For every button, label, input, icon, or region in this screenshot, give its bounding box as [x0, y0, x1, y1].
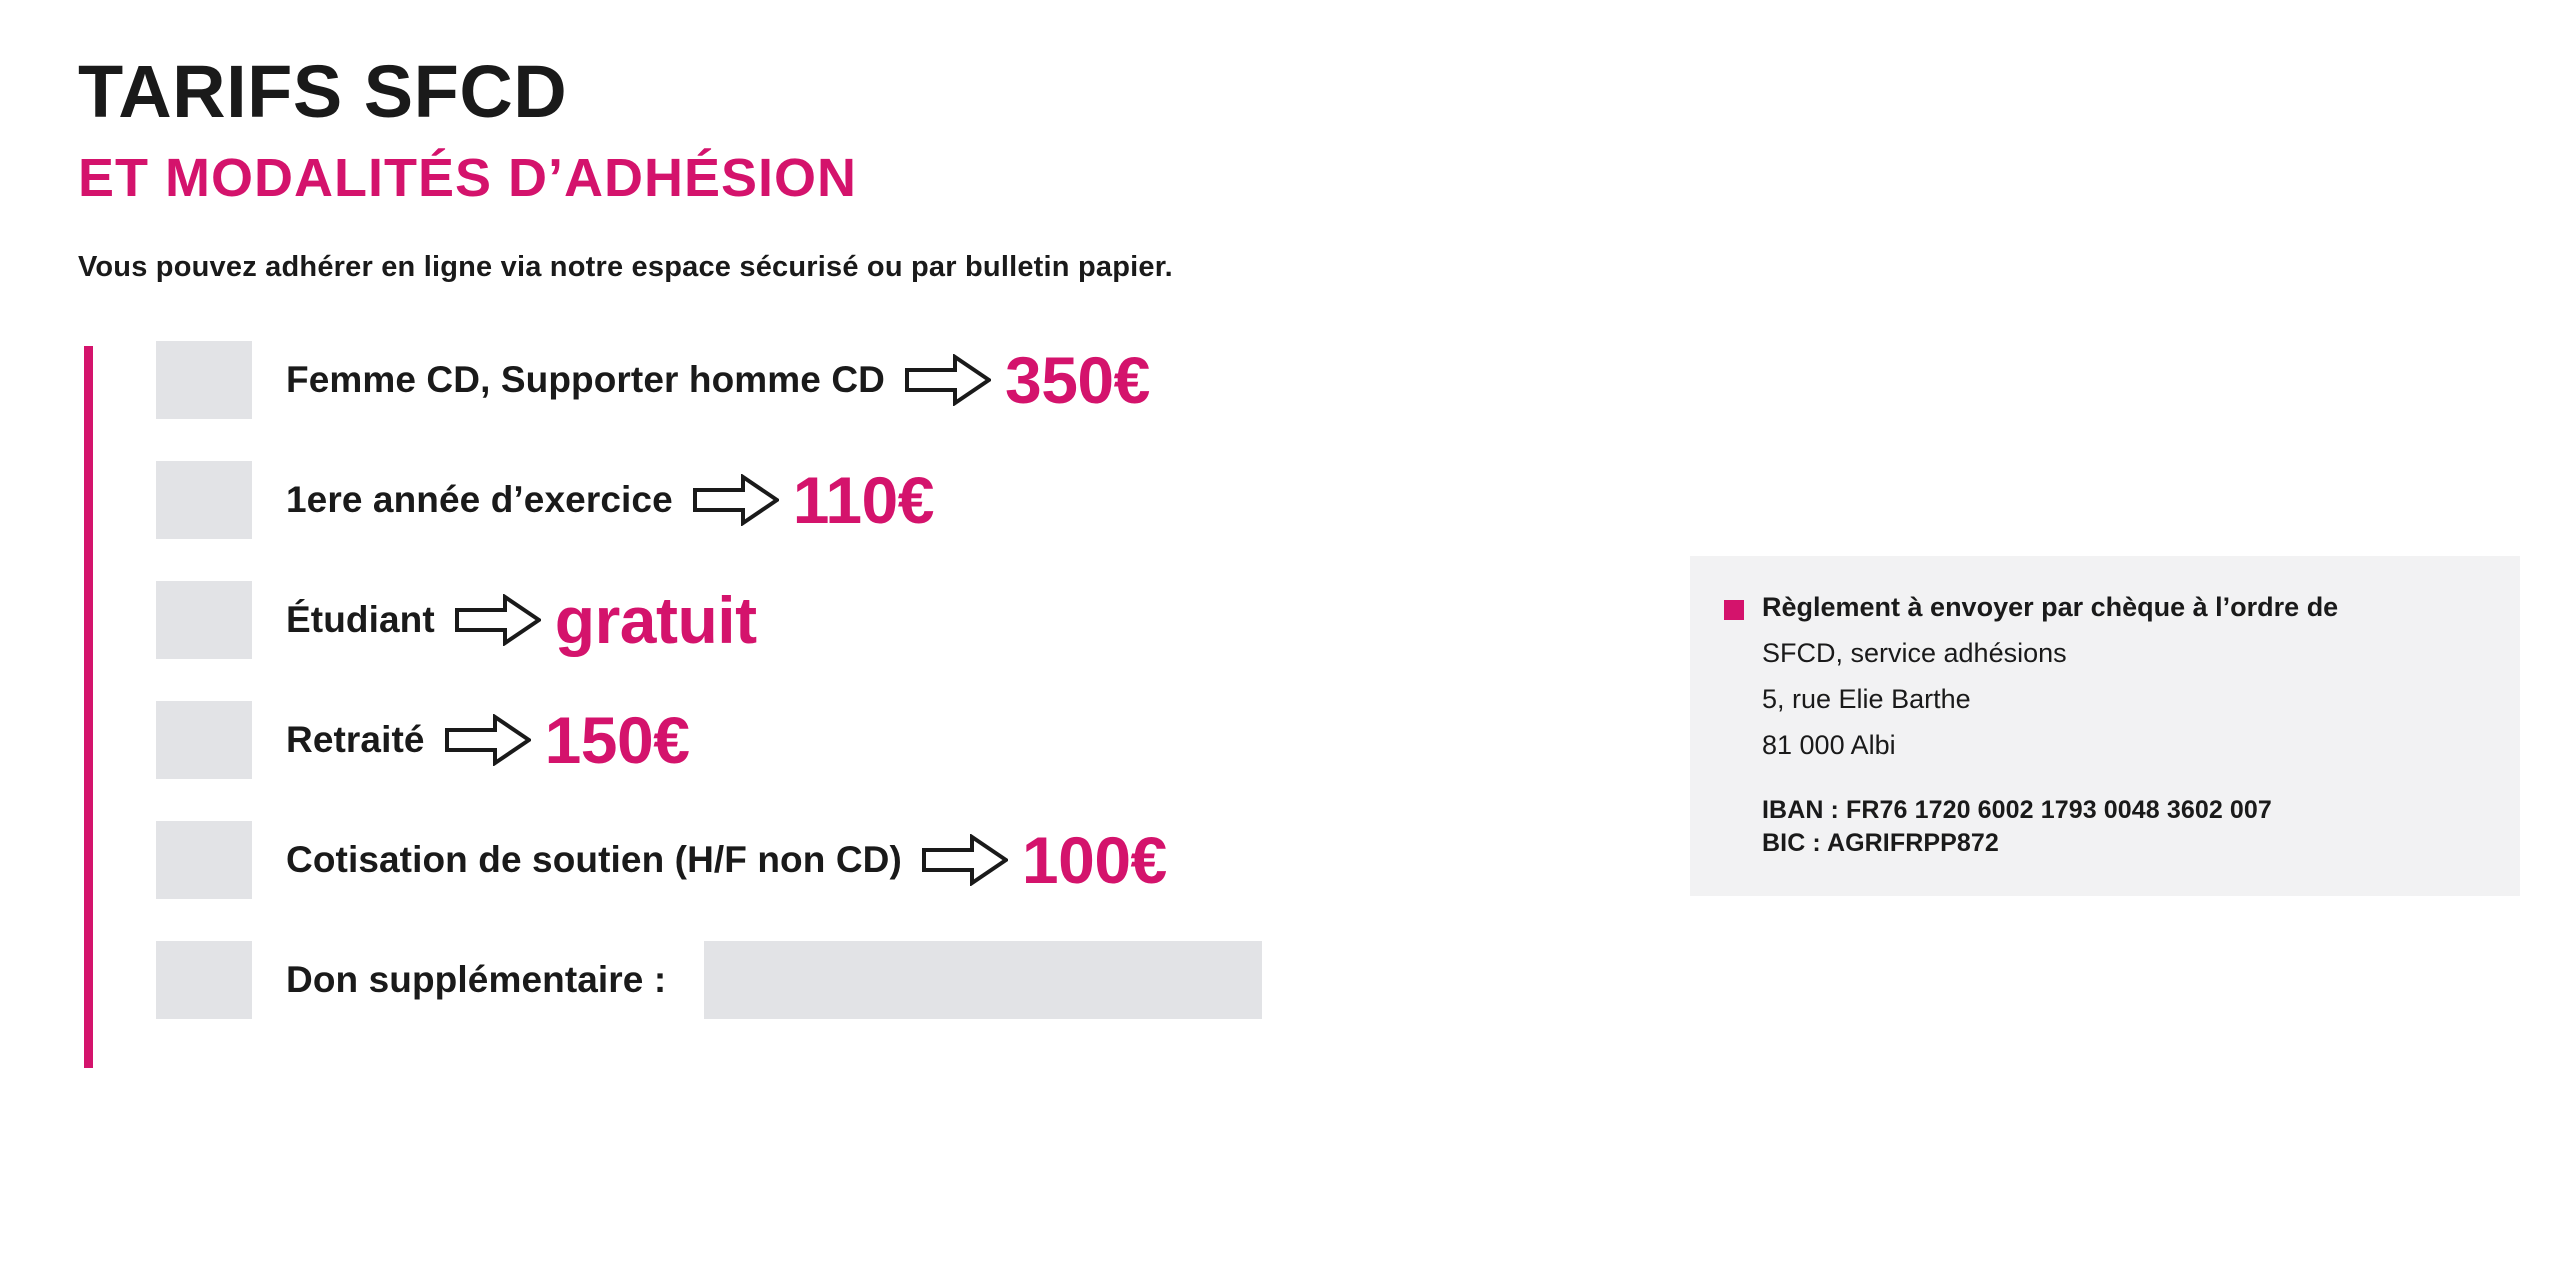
square-bullet-icon: [1724, 600, 1744, 620]
payment-info-box: [1690, 556, 2520, 896]
checkbox-option-4[interactable]: [156, 701, 252, 779]
option-label: Cotisation de soutien (H/F non CD): [286, 839, 902, 880]
bank-details: [1762, 794, 2486, 860]
option-label: Étudiant: [286, 599, 435, 640]
payment-heading-row: [1724, 590, 2486, 625]
checkbox-option-6[interactable]: [156, 941, 252, 1019]
option-price: 150€: [544, 703, 690, 777]
list-item[interactable]: [78, 580, 1638, 660]
arrow-right-icon: [905, 354, 991, 406]
payment-heading: Règlement à envoyer par chèque à l’ordre de: [1762, 592, 2339, 622]
option-label: Retraité: [286, 719, 425, 760]
option-price: 100€: [1021, 823, 1167, 897]
arrow-right-icon: [455, 594, 541, 646]
arrow-right-icon: [922, 834, 1008, 886]
list-item[interactable]: [78, 700, 1638, 780]
checkbox-option-1[interactable]: [156, 341, 252, 419]
pricing-list: [78, 340, 1638, 1020]
checkbox-option-5[interactable]: [156, 821, 252, 899]
list-item[interactable]: [78, 340, 1638, 420]
option-price: 110€: [792, 463, 934, 537]
option-price: 350€: [1005, 343, 1150, 417]
arrow-right-icon: [445, 714, 531, 766]
option-label: Femme CD, Supporter homme CD: [286, 359, 885, 400]
list-item[interactable]: [78, 820, 1638, 900]
donation-amount-input[interactable]: [704, 941, 1262, 1019]
address-line: 5, rue Elie Barthe: [1762, 683, 1971, 714]
page-subtitle: ET MODALITÉS D’ADHÉSION: [78, 148, 858, 208]
arrow-right-icon: [693, 474, 779, 526]
payment-address: [1762, 635, 2486, 764]
page-title: TARIFS SFCD: [78, 50, 568, 133]
checkbox-option-2[interactable]: [156, 461, 252, 539]
intro-text: Vous pouvez adhérer en ligne via notre espace sécurisé ou par bulletin papier.: [78, 251, 1173, 283]
bic-value: BIC : AGRIFRPP872: [1762, 828, 1999, 857]
address-line: 81 000 Albi: [1762, 730, 1896, 761]
list-item[interactable]: [78, 460, 1638, 540]
option-label: 1ere année d’exercice: [286, 479, 673, 520]
address-line: SFCD, service adhésions: [1762, 637, 2067, 668]
checkbox-option-3[interactable]: [156, 581, 252, 659]
iban-value: IBAN : FR76 1720 6002 1793 0048 3602 007: [1762, 795, 2272, 824]
option-price: gratuit: [554, 583, 757, 657]
option-label: Don supplémentaire :: [286, 959, 667, 1000]
list-item[interactable]: [78, 940, 1638, 1020]
